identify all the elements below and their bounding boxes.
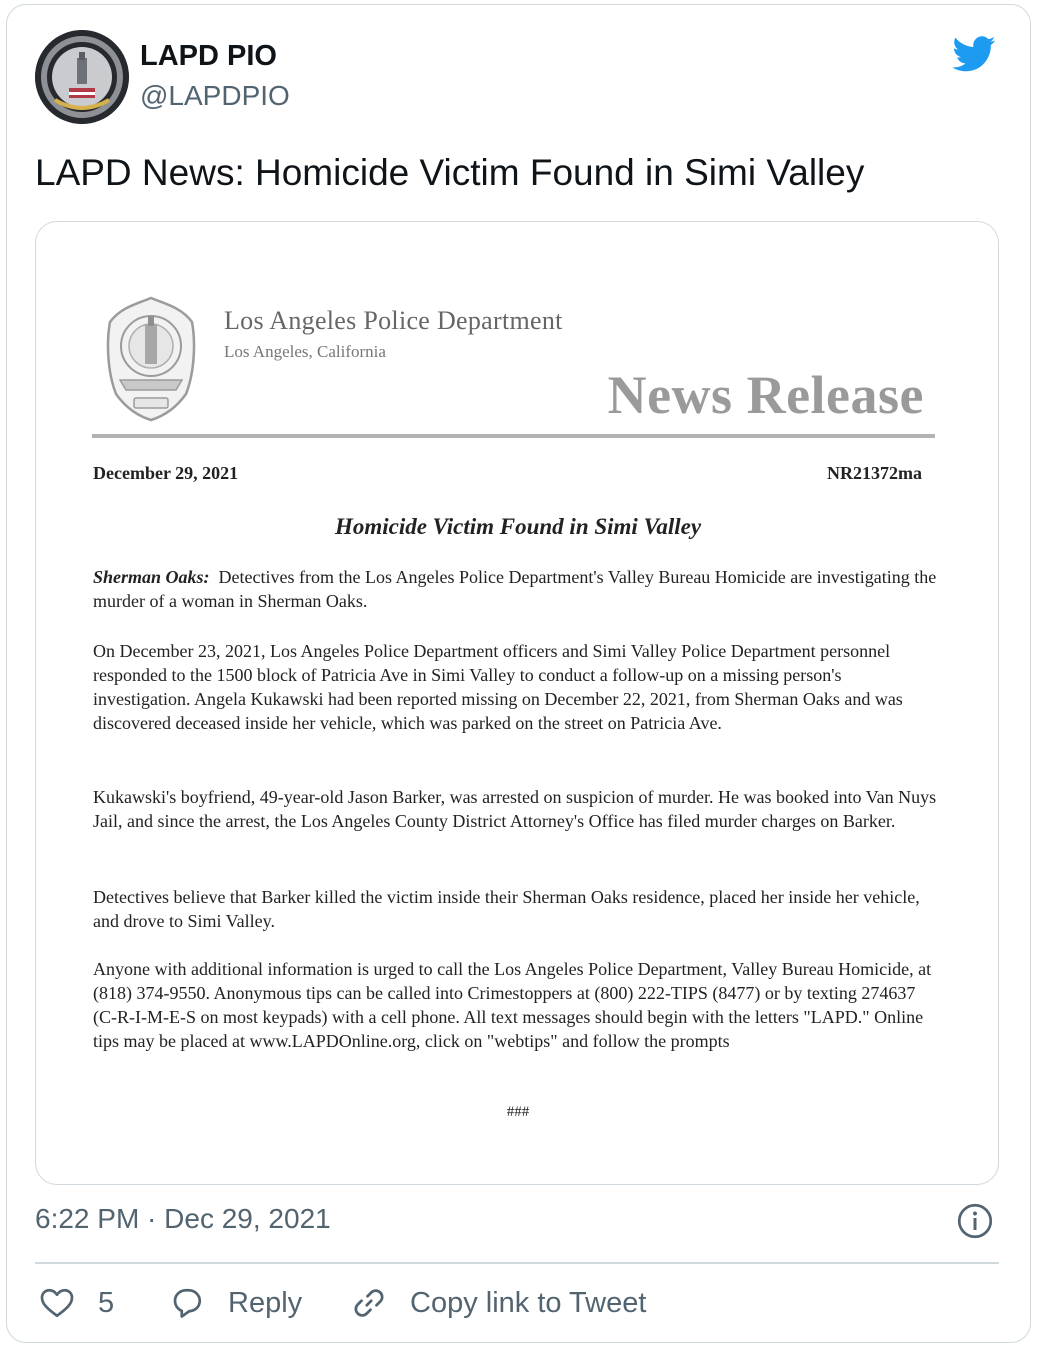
- tweet-timestamp[interactable]: 6:22 PM · Dec 29, 2021: [35, 1203, 331, 1234]
- like-button[interactable]: [38, 1283, 114, 1323]
- info-icon[interactable]: [957, 1203, 993, 1239]
- news-release-document: [36, 222, 999, 1185]
- release-title: Homicide Victim Found in Simi Valley: [334, 514, 702, 539]
- release-paragraph-4: Detectives believe that Barker killed the victim inside their Sherman Oaks residence, placed her inside her vehicle, and drove to Simi Valley.: [93, 887, 920, 931]
- copy-link-button[interactable]: [350, 1283, 646, 1323]
- news-release-heading: News Release: [607, 365, 924, 425]
- release-code: NR21372ma: [827, 463, 922, 483]
- release-date: December 29, 2021: [93, 463, 239, 483]
- release-paragraph-1: [93, 565, 943, 613]
- release-paragraph-2: On December 23, 2021, Los Angeles Police Department officers and Simi Valley Police Department personnel responded to the 1500 block of Patricia Ave in Simi Valley to conduct a follow-up on a missing person's investigation. Angela Kukawski had been reported missing on December 22, 2021, from Sherman Oaks and was discovered deceased inside her vehicle, which was parked on the street on Patricia Ave.: [93, 641, 903, 733]
- lead-location: Sherman Oaks:: [93, 567, 210, 587]
- reply-icon: [168, 1285, 206, 1321]
- lapd-badge-seal: [106, 294, 196, 422]
- copy-link-label: Copy link to Tweet: [410, 1286, 647, 1319]
- link-icon: [350, 1285, 388, 1321]
- display-name[interactable]: LAPD PIO: [140, 40, 277, 72]
- tweet-text: LAPD News: Homicide Victim Found in Simi Valley: [35, 152, 865, 193]
- avatar[interactable]: [35, 30, 129, 124]
- tweet-media-image[interactable]: [35, 221, 999, 1185]
- end-mark: ###: [506, 1104, 530, 1120]
- reply-button[interactable]: [168, 1283, 302, 1323]
- release-paragraph-3: Kukawski's boyfriend, 49-year-old Jason Barker, was arrested on suspicion of murder. He was booked into Van Nuys Jail, and since the arrest, the Los Angeles County District Attorney's Office has filed murder charges on Barker.: [93, 787, 937, 831]
- user-handle[interactable]: @LAPDPIO: [140, 80, 290, 111]
- actions-divider: [35, 1262, 999, 1264]
- paragraph-1-text: Detectives from the Los Angeles Police Department's Valley Bureau Homicide are investigating the murder of a woman in Sherman Oaks.: [93, 567, 937, 611]
- release-paragraph-5: Anyone with additional information is urged to call the Los Angeles Police Department, Valley Bureau Homicide, at (818) 374-9550. Anonymous tips can be called into Crimestoppers at (800) 222-TIPS (8477) or by texting 274637 (C-R-I-M-E-S on most keypads) with a cell phone. All text messages should begin with the letters "LAPD." Online tips may be placed at www.LAPDOnline.org, click on "webtips" and follow the prompts: [93, 959, 932, 1051]
- like-count: 5: [98, 1286, 115, 1319]
- heart-icon: [38, 1285, 76, 1321]
- reply-label: Reply: [228, 1286, 303, 1319]
- department-city: Los Angeles, California: [224, 342, 386, 361]
- header-rule: [92, 434, 935, 438]
- twitter-bird-icon[interactable]: [950, 32, 998, 76]
- lapd-badge-avatar-image: [35, 30, 129, 124]
- department-name: Los Angeles Police Department: [224, 306, 563, 335]
